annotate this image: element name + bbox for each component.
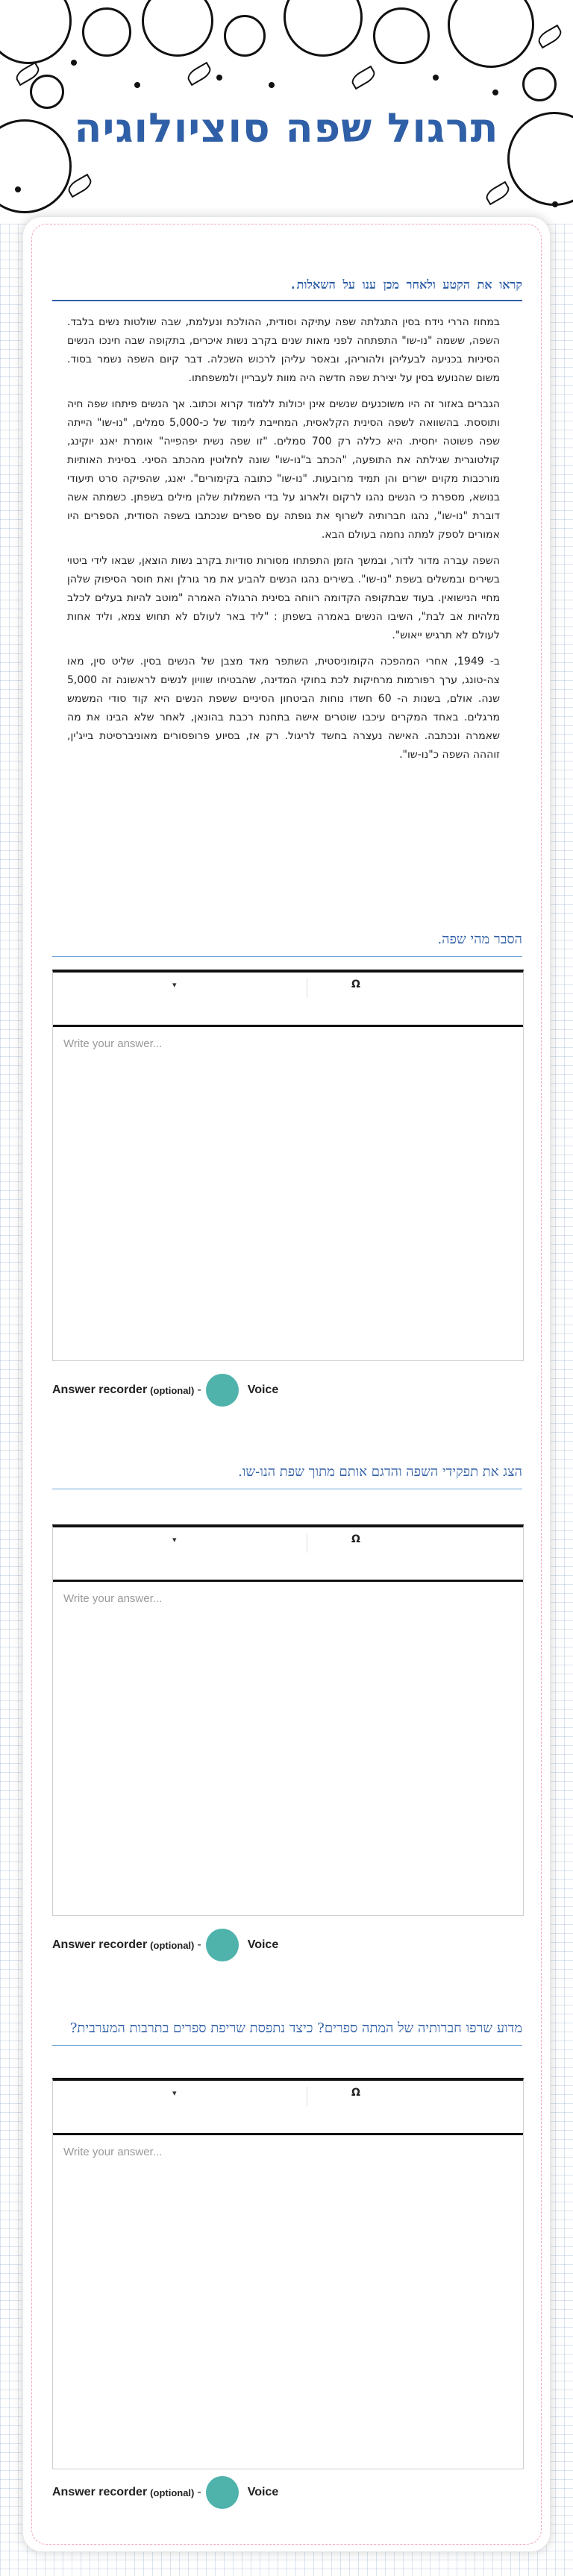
voice-label: Voice <box>247 2486 279 2498</box>
editor-toolbar <box>53 1527 523 1582</box>
dot-doodle-icon <box>134 82 140 88</box>
voice-label: Voice <box>247 1938 279 1951</box>
question-title: הצג את תפקידי השפה והדגם אותם מתוך שפת הנו-שו. <box>52 1462 522 1489</box>
font-dropdown-icon[interactable]: ▾ <box>172 2088 177 2098</box>
answer-recorder <box>52 1374 278 1407</box>
special-char-button[interactable]: Ω <box>351 978 360 990</box>
record-button[interactable] <box>206 1374 239 1407</box>
flower-doodle-icon <box>142 0 213 57</box>
reading-paragraph: במחוז הררי נידח בסין התגלתה שפה עתיקה וסודית, ההולכת ונעלמת, שבה שולטות נשים בלבד. השפה, ששמה "נו-שו" התפתחה לפני מאות שנים בקרב נשות איכרים, בתקופה שבה חינכו הנשים הסיניות בכניעה לבעליהן ולהוריהן, ובאסר עליהן לרכוש השכלה. דבר קיום השפה נשמר בסוד. משום שהנועש בסין על יצירת שפה חדשה היה מוות לעבריין ולמשפחתו. <box>67 316 500 384</box>
question-title: הסבר מהי שפה. <box>52 929 522 957</box>
page-title: תרגול שפה סוציולוגיה <box>74 104 499 151</box>
recorder-dash: - <box>197 1383 201 1396</box>
recorder-optional: (optional) <box>150 1939 195 1951</box>
dot-doodle-icon <box>433 75 439 81</box>
answer-recorder <box>52 1929 278 1961</box>
flower-doodle-icon <box>522 67 557 101</box>
leaf-doodle-icon <box>185 62 213 87</box>
recorder-dash: - <box>197 2486 201 2498</box>
recorder-optional: (optional) <box>150 2487 195 2498</box>
recorder-label: Answer recorder <box>52 1938 148 1951</box>
header-banner <box>0 0 573 224</box>
reading-paragraph: הגברים באזור זה היו משוכנעים שנשים אינן יכולות ללמוד קרוא וכתוב. אך הנשים פיתחו שפה חיה ותוססת. בהשוואה לשפה הסינית הקלאסית, המחייבת לימוד של כ-5,000 סמלים, "נו-שו" הייתה שפה פשוטה יחסית. היא כללה רק 700 סמלים. "זו שפה נשית יפהפייה" אומרת יאנג יוקינג, קולטוגרית שגילתה את התופעה, "הכתב ב"נו-שו" שונה לחלוטין מהכתב הסיני. בסינית האותיות מורכבות מקוים ישרים והן תמיד מרובעות. "נו-שו" כתובה בקימורים". יאנג, שהפיקה סרט תיעודי בנושא, מספרת כי הנשים נהגו לרקום ולארוג על בדי השמלות שלהן מילים בשפתן. כשמתה אשה דוברת "נו-שו", נהגו חברותיה לשרוף את גופתה עם ספרים שנכתבו בשפה הסודית, הספרים היו אמורים לספק למתה נחמה בעולם הבא. <box>67 398 500 541</box>
flower-doodle-icon <box>82 7 131 57</box>
reading-paragraph: השפה עברה מדור לדור, ובמשך הזמן התפתחו מסורות סודיות בקרב נשות הוצאן, שבאו לידי ביטוי בשירים ובמשלים בשפת "נו-שו". בשירים נהגו הנשים להביע את מר גורלן ואת חוסר הסיפוק שלהן מחיי הנישואין. בעוד שבתקופה הקדומה רווחה בסינית הרגולה האמרה "מוטב להיות בעלים לכלב מלהיות אב לבת", השיבו הנשים באמרה בשפתן : "ליד באר לעולם לא תחוש צמא, וליד אחות לעולם לא תרגיש ייאוש". <box>67 555 500 641</box>
dot-doodle-icon <box>552 201 558 207</box>
voice-label: Voice <box>247 1383 279 1396</box>
dot-doodle-icon <box>15 186 21 192</box>
record-button[interactable] <box>206 2476 239 2509</box>
editor-toolbar <box>53 2081 523 2135</box>
recorder-label: Answer recorder <box>52 1383 148 1396</box>
recorder-optional: (optional) <box>150 1384 195 1396</box>
recorder-dash: - <box>197 1938 201 1951</box>
answer-input[interactable] <box>53 1582 523 1913</box>
recorder-label: Answer recorder <box>52 2486 148 2498</box>
font-dropdown-icon[interactable]: ▾ <box>172 1535 177 1545</box>
answer-editor <box>52 1524 524 1916</box>
dot-doodle-icon <box>71 60 77 66</box>
special-char-button[interactable]: Ω <box>351 1533 360 1545</box>
flower-doodle-icon <box>448 0 534 68</box>
answer-input[interactable] <box>53 2135 523 2466</box>
dot-doodle-icon <box>216 75 222 81</box>
font-dropdown-icon[interactable]: ▾ <box>172 980 177 990</box>
flower-doodle-icon <box>0 0 72 64</box>
record-button[interactable] <box>206 1929 239 1961</box>
reading-paragraph: ב- 1949, אחרי המהפכה הקומוניסטית, השתפר מאד מצבן של הנשים בסין. שליט סין, מאו צה-טונג, ערך רפורמות מרחיקות לכת בחוקי המדינה, שהבטיחו שוויון לנשים לראשונה זה 5,000 שנה. אולם, בשנות ה- 60 חשדו נוחות הביטחון הסיניים ששפת הנשים היא קוד סודי המשמש מרגלים. באחד המקרים עיכבו שוטרים אישה בתחנת רכבת בהונאן, לאחר שלא הבינו את מה שאמרה ונכתבה. האישה נעצרה בחשד לריגול. רק אז, בסיוע פרופסורים מאוניברסיטת בייג'ין, זוההה השפה כ"נו-שו". <box>67 656 500 761</box>
flower-doodle-icon <box>224 15 266 57</box>
leaf-doodle-icon <box>483 181 512 206</box>
dot-doodle-icon <box>492 89 498 95</box>
editor-toolbar <box>53 973 523 1027</box>
question-title: מדוע שרפו חברותיה של המתה ספרים? כיצד נתפסת שריפת ספרים בתרבות המערבית? <box>52 2018 522 2046</box>
leaf-doodle-icon <box>349 66 378 90</box>
answer-editor <box>52 2078 524 2469</box>
answer-recorder <box>52 2476 278 2509</box>
instructions-heading: קראו את הקטע ולאחר מכן ענו על השאלות. <box>52 277 522 301</box>
reading-passage <box>52 313 522 772</box>
answer-editor <box>52 970 524 1361</box>
answer-input[interactable] <box>53 1027 523 1358</box>
flower-doodle-icon <box>284 0 363 57</box>
dot-doodle-icon <box>269 82 275 88</box>
special-char-button[interactable]: Ω <box>351 2087 360 2099</box>
leaf-doodle-icon <box>536 25 564 49</box>
flower-doodle-icon <box>373 7 430 64</box>
